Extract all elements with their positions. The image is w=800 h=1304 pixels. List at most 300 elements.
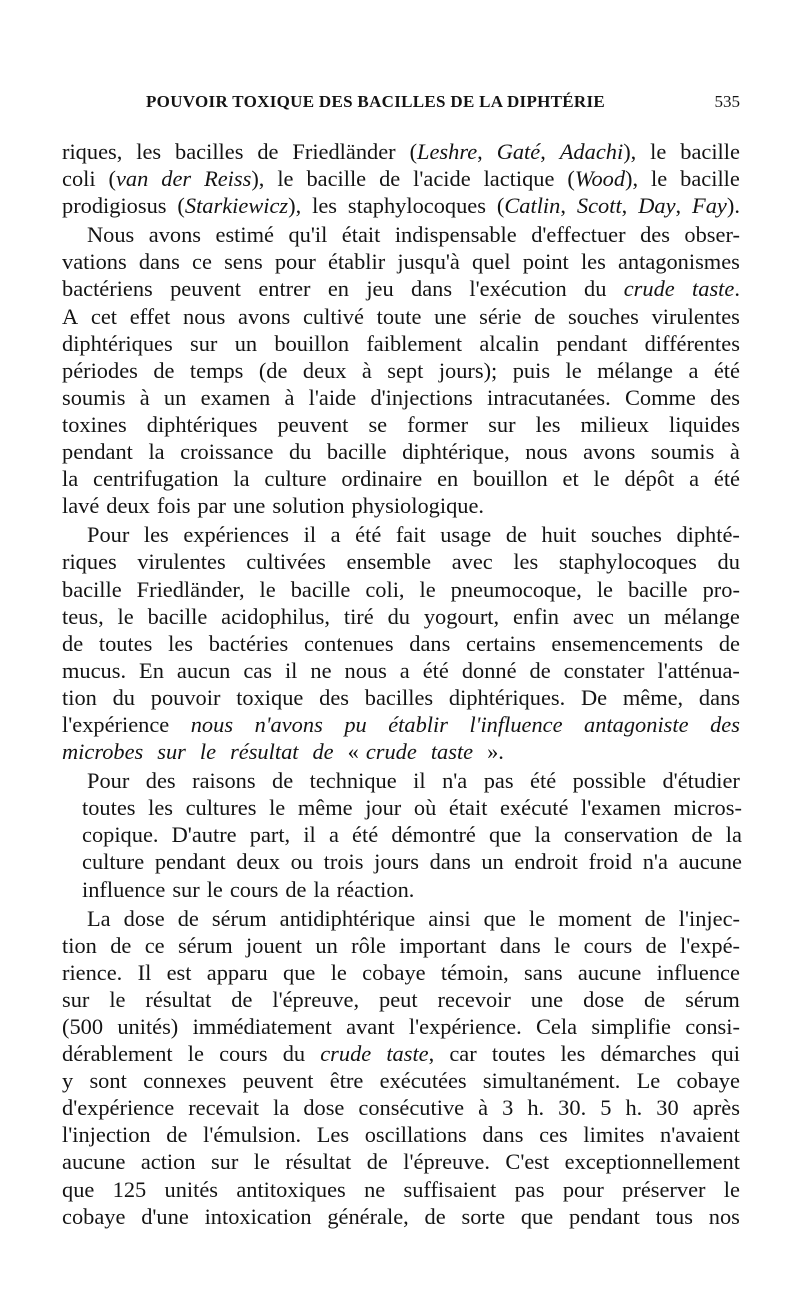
text-line bbox=[62, 384, 740, 411]
word: l'expérience bbox=[62, 711, 170, 737]
word: enfin bbox=[512, 603, 559, 629]
word: un bbox=[627, 603, 651, 629]
word: tion bbox=[62, 932, 97, 958]
word: (Starkiewicz), bbox=[177, 193, 302, 219]
word: Pour bbox=[87, 768, 130, 794]
word: du bbox=[387, 603, 410, 629]
word: le bbox=[187, 1041, 204, 1067]
word: où bbox=[413, 795, 437, 821]
word: n'avaient bbox=[660, 1122, 740, 1148]
word: n'a bbox=[642, 849, 668, 875]
word: C'est bbox=[505, 1149, 550, 1175]
word: trois bbox=[323, 849, 364, 875]
word: été bbox=[713, 357, 740, 383]
word: acidophilus, bbox=[221, 603, 330, 629]
text-line bbox=[62, 465, 740, 492]
word: cultivé bbox=[302, 303, 364, 329]
word: ne bbox=[364, 1176, 386, 1202]
word: des bbox=[710, 711, 740, 737]
word: le bbox=[650, 139, 667, 164]
word: liquides bbox=[669, 411, 740, 437]
word: en bbox=[437, 466, 459, 492]
word: coli bbox=[62, 166, 96, 192]
word: avons bbox=[583, 439, 636, 465]
word: du bbox=[584, 276, 607, 302]
word: influence bbox=[82, 876, 166, 902]
word: examen bbox=[200, 384, 271, 410]
word: du bbox=[282, 1041, 306, 1067]
word: faiblement bbox=[366, 330, 463, 356]
word: (van bbox=[108, 166, 149, 192]
word: bacilles bbox=[175, 139, 244, 164]
word: limites bbox=[583, 1122, 645, 1148]
word: ». bbox=[487, 739, 504, 765]
word: était bbox=[448, 795, 488, 821]
text-line bbox=[62, 794, 742, 821]
word: les bbox=[312, 193, 337, 219]
word: de bbox=[424, 1203, 446, 1229]
word: de bbox=[691, 822, 713, 848]
word: un bbox=[315, 932, 338, 958]
word: du bbox=[717, 549, 740, 575]
word: le bbox=[253, 1149, 270, 1175]
word: culture bbox=[264, 466, 327, 492]
word: exceptionnellement bbox=[564, 1149, 740, 1175]
word: démarches bbox=[600, 1041, 697, 1067]
word: lavé bbox=[62, 493, 100, 519]
word: jouent bbox=[246, 932, 303, 958]
word: les bbox=[143, 522, 169, 548]
word: pendant bbox=[568, 1203, 640, 1229]
word: pendant bbox=[62, 439, 133, 465]
word: les bbox=[148, 795, 173, 821]
word: témoin, bbox=[440, 959, 509, 985]
word: puis bbox=[512, 357, 551, 383]
word: bacille bbox=[680, 166, 740, 192]
word: Reiss), bbox=[204, 166, 265, 192]
word: être bbox=[329, 1068, 364, 1094]
word: bacille bbox=[147, 603, 208, 629]
word: les bbox=[513, 549, 539, 575]
word: quel bbox=[472, 249, 511, 275]
word: (de bbox=[258, 357, 288, 383]
word: cultivées bbox=[246, 549, 326, 575]
word: diphtériques bbox=[146, 411, 258, 437]
word: sur bbox=[62, 986, 90, 1012]
word: l'acide bbox=[413, 166, 471, 192]
word: d'une bbox=[141, 1203, 189, 1229]
word: Day, bbox=[638, 193, 682, 219]
word: raisons bbox=[192, 768, 256, 794]
word: de bbox=[257, 139, 279, 164]
word: bacilles bbox=[364, 684, 434, 710]
word: de bbox=[285, 876, 307, 902]
word: nos bbox=[708, 1203, 740, 1229]
word: à bbox=[478, 1095, 489, 1121]
word: des bbox=[145, 768, 176, 794]
word: de bbox=[718, 630, 740, 656]
word: la bbox=[148, 439, 165, 465]
word: de bbox=[312, 739, 334, 765]
word: une bbox=[530, 986, 564, 1012]
word: Pour bbox=[87, 522, 130, 548]
word: ces bbox=[539, 1122, 568, 1148]
text-line bbox=[62, 986, 740, 1013]
word: par bbox=[197, 493, 227, 519]
word: que bbox=[483, 905, 516, 931]
word: cours bbox=[229, 876, 279, 902]
word: milieux bbox=[580, 411, 649, 437]
word: sur bbox=[190, 330, 218, 356]
word: diphtériques bbox=[62, 330, 173, 356]
word: La bbox=[87, 905, 111, 931]
word: dans bbox=[138, 249, 180, 275]
word: à bbox=[361, 357, 372, 383]
word: h. bbox=[527, 1095, 545, 1121]
word: de bbox=[644, 905, 666, 931]
word: avec bbox=[451, 549, 493, 575]
word: un bbox=[234, 330, 258, 356]
word: tion bbox=[62, 684, 97, 710]
word: De bbox=[580, 684, 608, 710]
word: antagonismes bbox=[617, 249, 740, 275]
word: démontré bbox=[391, 822, 476, 848]
word: dans bbox=[411, 276, 453, 302]
body-text bbox=[62, 138, 740, 1230]
word: la bbox=[62, 466, 79, 492]
word: deux bbox=[236, 849, 280, 875]
word: après bbox=[692, 1095, 740, 1121]
word: sur bbox=[210, 1149, 239, 1175]
word: des bbox=[710, 384, 740, 410]
word: conservation bbox=[563, 822, 679, 848]
word: ne bbox=[310, 657, 332, 683]
word: Gaté, bbox=[496, 139, 546, 164]
text-line bbox=[62, 165, 740, 192]
word: bacille bbox=[326, 439, 387, 465]
word: intracutanées. bbox=[487, 384, 611, 410]
word: contenues bbox=[304, 630, 394, 656]
word: il bbox=[284, 657, 298, 683]
word: l'épreuve. bbox=[403, 1149, 490, 1175]
word: jusqu'à bbox=[397, 249, 460, 275]
word: jours); bbox=[438, 357, 498, 383]
word: car bbox=[449, 1041, 477, 1067]
word: dans bbox=[409, 630, 451, 656]
word: dose bbox=[583, 986, 625, 1012]
word: froid bbox=[588, 849, 633, 875]
word: influence bbox=[656, 959, 740, 985]
word: le bbox=[259, 576, 276, 602]
word: constater bbox=[563, 657, 645, 683]
word: en bbox=[327, 276, 349, 302]
word: endroit bbox=[514, 849, 578, 875]
word: de bbox=[166, 1122, 188, 1148]
word: sérum bbox=[177, 932, 233, 958]
word: obser- bbox=[684, 222, 740, 248]
word: technique bbox=[309, 768, 397, 794]
word: le bbox=[723, 1176, 740, 1202]
word: été bbox=[422, 657, 449, 683]
word: peuvent bbox=[170, 276, 241, 302]
word: rience. bbox=[62, 959, 123, 985]
word: la bbox=[725, 822, 742, 848]
word: 30. bbox=[558, 1095, 587, 1121]
word: bacille bbox=[627, 576, 688, 602]
word: dose bbox=[303, 1095, 345, 1121]
word: Adachi), bbox=[559, 139, 637, 164]
word: pas bbox=[514, 1176, 545, 1202]
word: deux bbox=[106, 493, 150, 519]
word: sérum bbox=[685, 986, 740, 1012]
page-number: 535 bbox=[714, 92, 740, 111]
word: bouillon bbox=[473, 466, 548, 492]
word: cobaye bbox=[62, 1203, 126, 1229]
word: résultat bbox=[285, 1149, 352, 1175]
word: Cela bbox=[536, 1014, 578, 1039]
word: sens bbox=[224, 249, 263, 275]
text-line bbox=[62, 357, 740, 384]
word: possible bbox=[572, 768, 647, 794]
word: centrifugation bbox=[93, 466, 219, 492]
word: de bbox=[177, 905, 199, 931]
word: tous bbox=[655, 1203, 693, 1229]
word: sérum bbox=[211, 905, 267, 931]
word: les bbox=[560, 1041, 586, 1067]
word: avec bbox=[572, 603, 614, 629]
word: certains bbox=[466, 630, 536, 656]
word: Le bbox=[636, 1068, 661, 1094]
word: crude bbox=[365, 739, 417, 765]
word: du bbox=[112, 684, 135, 710]
word: un bbox=[163, 384, 187, 410]
word: une bbox=[233, 493, 266, 519]
word: d'effectuer bbox=[531, 222, 626, 248]
text-line bbox=[62, 603, 740, 630]
word: a bbox=[330, 522, 341, 548]
word: n'avons bbox=[254, 711, 323, 737]
word: nous bbox=[344, 657, 387, 683]
word: microbes bbox=[62, 739, 144, 765]
word: suffisaient bbox=[403, 1176, 497, 1202]
word: alcalin bbox=[479, 330, 540, 356]
word: l'épreuve, bbox=[272, 986, 360, 1012]
text-line bbox=[62, 1094, 740, 1121]
word: aucune bbox=[577, 959, 642, 985]
text-line bbox=[62, 411, 740, 438]
word: estimé bbox=[215, 222, 274, 248]
word: dans bbox=[698, 684, 740, 710]
word: l'examen bbox=[581, 795, 661, 821]
word: a bbox=[688, 357, 699, 383]
text-line bbox=[62, 1121, 740, 1148]
word: l'influence bbox=[469, 711, 563, 737]
word: tiré bbox=[343, 603, 374, 629]
word: pneumocoque, bbox=[450, 576, 582, 602]
word: sur bbox=[172, 876, 200, 902]
word: toutes bbox=[98, 630, 153, 656]
word: pro- bbox=[702, 576, 740, 602]
word: à bbox=[284, 384, 295, 410]
word: toxines bbox=[62, 411, 127, 437]
word: toutes bbox=[82, 795, 136, 821]
word: est bbox=[166, 959, 192, 985]
word: toutes bbox=[491, 1041, 546, 1067]
word: avant bbox=[346, 1014, 395, 1039]
word: que bbox=[283, 959, 316, 985]
word: h. bbox=[625, 1095, 643, 1121]
word: Il bbox=[137, 959, 152, 985]
word: été bbox=[352, 822, 379, 848]
word: ce bbox=[192, 249, 212, 275]
word: 30 bbox=[656, 1095, 679, 1121]
word: D'autre bbox=[171, 822, 237, 848]
word: recevait bbox=[188, 1095, 260, 1121]
word: aucune bbox=[678, 849, 742, 875]
word: le bbox=[593, 466, 610, 492]
word: immédiatement bbox=[192, 1014, 332, 1039]
word: sans bbox=[524, 959, 563, 985]
word: de bbox=[645, 932, 667, 958]
word: important bbox=[399, 932, 487, 958]
word: Nous bbox=[87, 222, 135, 248]
word: le bbox=[651, 166, 668, 192]
word: virulentes bbox=[651, 303, 740, 329]
word: virulentes bbox=[137, 549, 226, 575]
word: a bbox=[328, 822, 339, 848]
text-line bbox=[62, 905, 740, 932]
word: prodigiosus bbox=[62, 193, 167, 219]
word: sur bbox=[488, 411, 516, 437]
word: à bbox=[139, 384, 150, 410]
word: la bbox=[313, 876, 330, 902]
word: cas bbox=[243, 657, 272, 683]
word: nous bbox=[525, 439, 568, 465]
text-line bbox=[62, 657, 740, 684]
word: jours bbox=[374, 849, 419, 875]
word: été bbox=[355, 522, 382, 548]
word: En bbox=[139, 657, 164, 683]
word: solution bbox=[272, 493, 345, 519]
word: établir bbox=[328, 249, 386, 275]
word: nous bbox=[183, 303, 226, 329]
word: bactériens bbox=[62, 276, 153, 302]
word: qu'il bbox=[288, 222, 328, 248]
word: taste. bbox=[692, 276, 740, 302]
word: que bbox=[62, 1176, 95, 1202]
word: cultures bbox=[185, 795, 257, 821]
word: moment bbox=[558, 905, 632, 931]
word: intoxication bbox=[204, 1203, 312, 1229]
word: pu bbox=[344, 711, 367, 737]
word: taste bbox=[430, 739, 474, 765]
word: résultat bbox=[230, 739, 299, 765]
word: différentes bbox=[644, 330, 740, 356]
word: l'aide bbox=[308, 384, 357, 410]
text-line bbox=[62, 932, 740, 959]
word: ordinaire bbox=[341, 466, 423, 492]
word: réaction. bbox=[336, 876, 415, 902]
word: le bbox=[117, 603, 134, 629]
word: (500 bbox=[62, 1014, 104, 1039]
word: cobaye bbox=[362, 959, 426, 985]
word: de bbox=[272, 768, 294, 794]
word: le bbox=[206, 876, 223, 902]
text-line bbox=[62, 492, 740, 519]
word: donné bbox=[461, 657, 517, 683]
word: diphtérique, bbox=[402, 439, 510, 465]
word: d'injections bbox=[370, 384, 473, 410]
word: ainsi bbox=[428, 905, 471, 931]
word: sont bbox=[89, 1068, 127, 1094]
word: former bbox=[407, 411, 469, 437]
text-line bbox=[62, 738, 740, 765]
text-line bbox=[62, 767, 740, 794]
word: part, bbox=[249, 822, 291, 848]
word: les bbox=[136, 139, 162, 164]
word: l'injection bbox=[62, 1122, 151, 1148]
word: culture bbox=[82, 849, 145, 875]
text-line bbox=[62, 1176, 740, 1203]
word: sur bbox=[157, 739, 186, 765]
word: exécutées bbox=[379, 1068, 467, 1094]
word: les bbox=[535, 411, 561, 437]
word: le bbox=[554, 932, 571, 958]
word: d'expérience bbox=[62, 1095, 175, 1121]
word: croissance bbox=[180, 439, 274, 465]
word: établir bbox=[388, 711, 448, 737]
word: physiologique. bbox=[351, 493, 485, 519]
word: cours bbox=[583, 932, 633, 958]
word: crude bbox=[320, 1041, 372, 1067]
word: staphylocoques bbox=[347, 193, 486, 219]
word: temps bbox=[189, 357, 244, 383]
word: bacille bbox=[62, 576, 122, 602]
text-line bbox=[62, 876, 742, 903]
text-line bbox=[62, 548, 740, 575]
word: l'exécution bbox=[469, 276, 567, 302]
word: la bbox=[534, 822, 551, 848]
word: périodes bbox=[62, 357, 138, 383]
text-line bbox=[62, 630, 740, 657]
word: de bbox=[62, 630, 84, 656]
word: mélange bbox=[597, 357, 673, 383]
word: recevoir bbox=[437, 986, 511, 1012]
word: le bbox=[277, 166, 294, 192]
word: cet bbox=[90, 303, 117, 329]
word: il bbox=[303, 522, 317, 548]
word: des bbox=[319, 684, 349, 710]
word: l'expé- bbox=[680, 932, 740, 958]
word: soumis bbox=[62, 384, 126, 410]
word: dépôt bbox=[624, 466, 675, 492]
word: connexes bbox=[143, 1068, 227, 1094]
word: l'injec- bbox=[678, 905, 740, 931]
word: même bbox=[297, 795, 353, 821]
word: jeu bbox=[366, 276, 394, 302]
text-line bbox=[62, 303, 740, 330]
text-line bbox=[62, 959, 740, 986]
text-line bbox=[62, 1067, 740, 1094]
word: unités) bbox=[117, 1014, 179, 1039]
word: souches bbox=[567, 303, 639, 329]
word: consi- bbox=[685, 1014, 740, 1039]
word: antidiphtérique bbox=[279, 905, 416, 931]
word: l'émulsion. bbox=[203, 1122, 302, 1148]
word: antitoxiques bbox=[236, 1176, 346, 1202]
word: bactéries bbox=[208, 630, 289, 656]
word: micros- bbox=[673, 795, 742, 821]
